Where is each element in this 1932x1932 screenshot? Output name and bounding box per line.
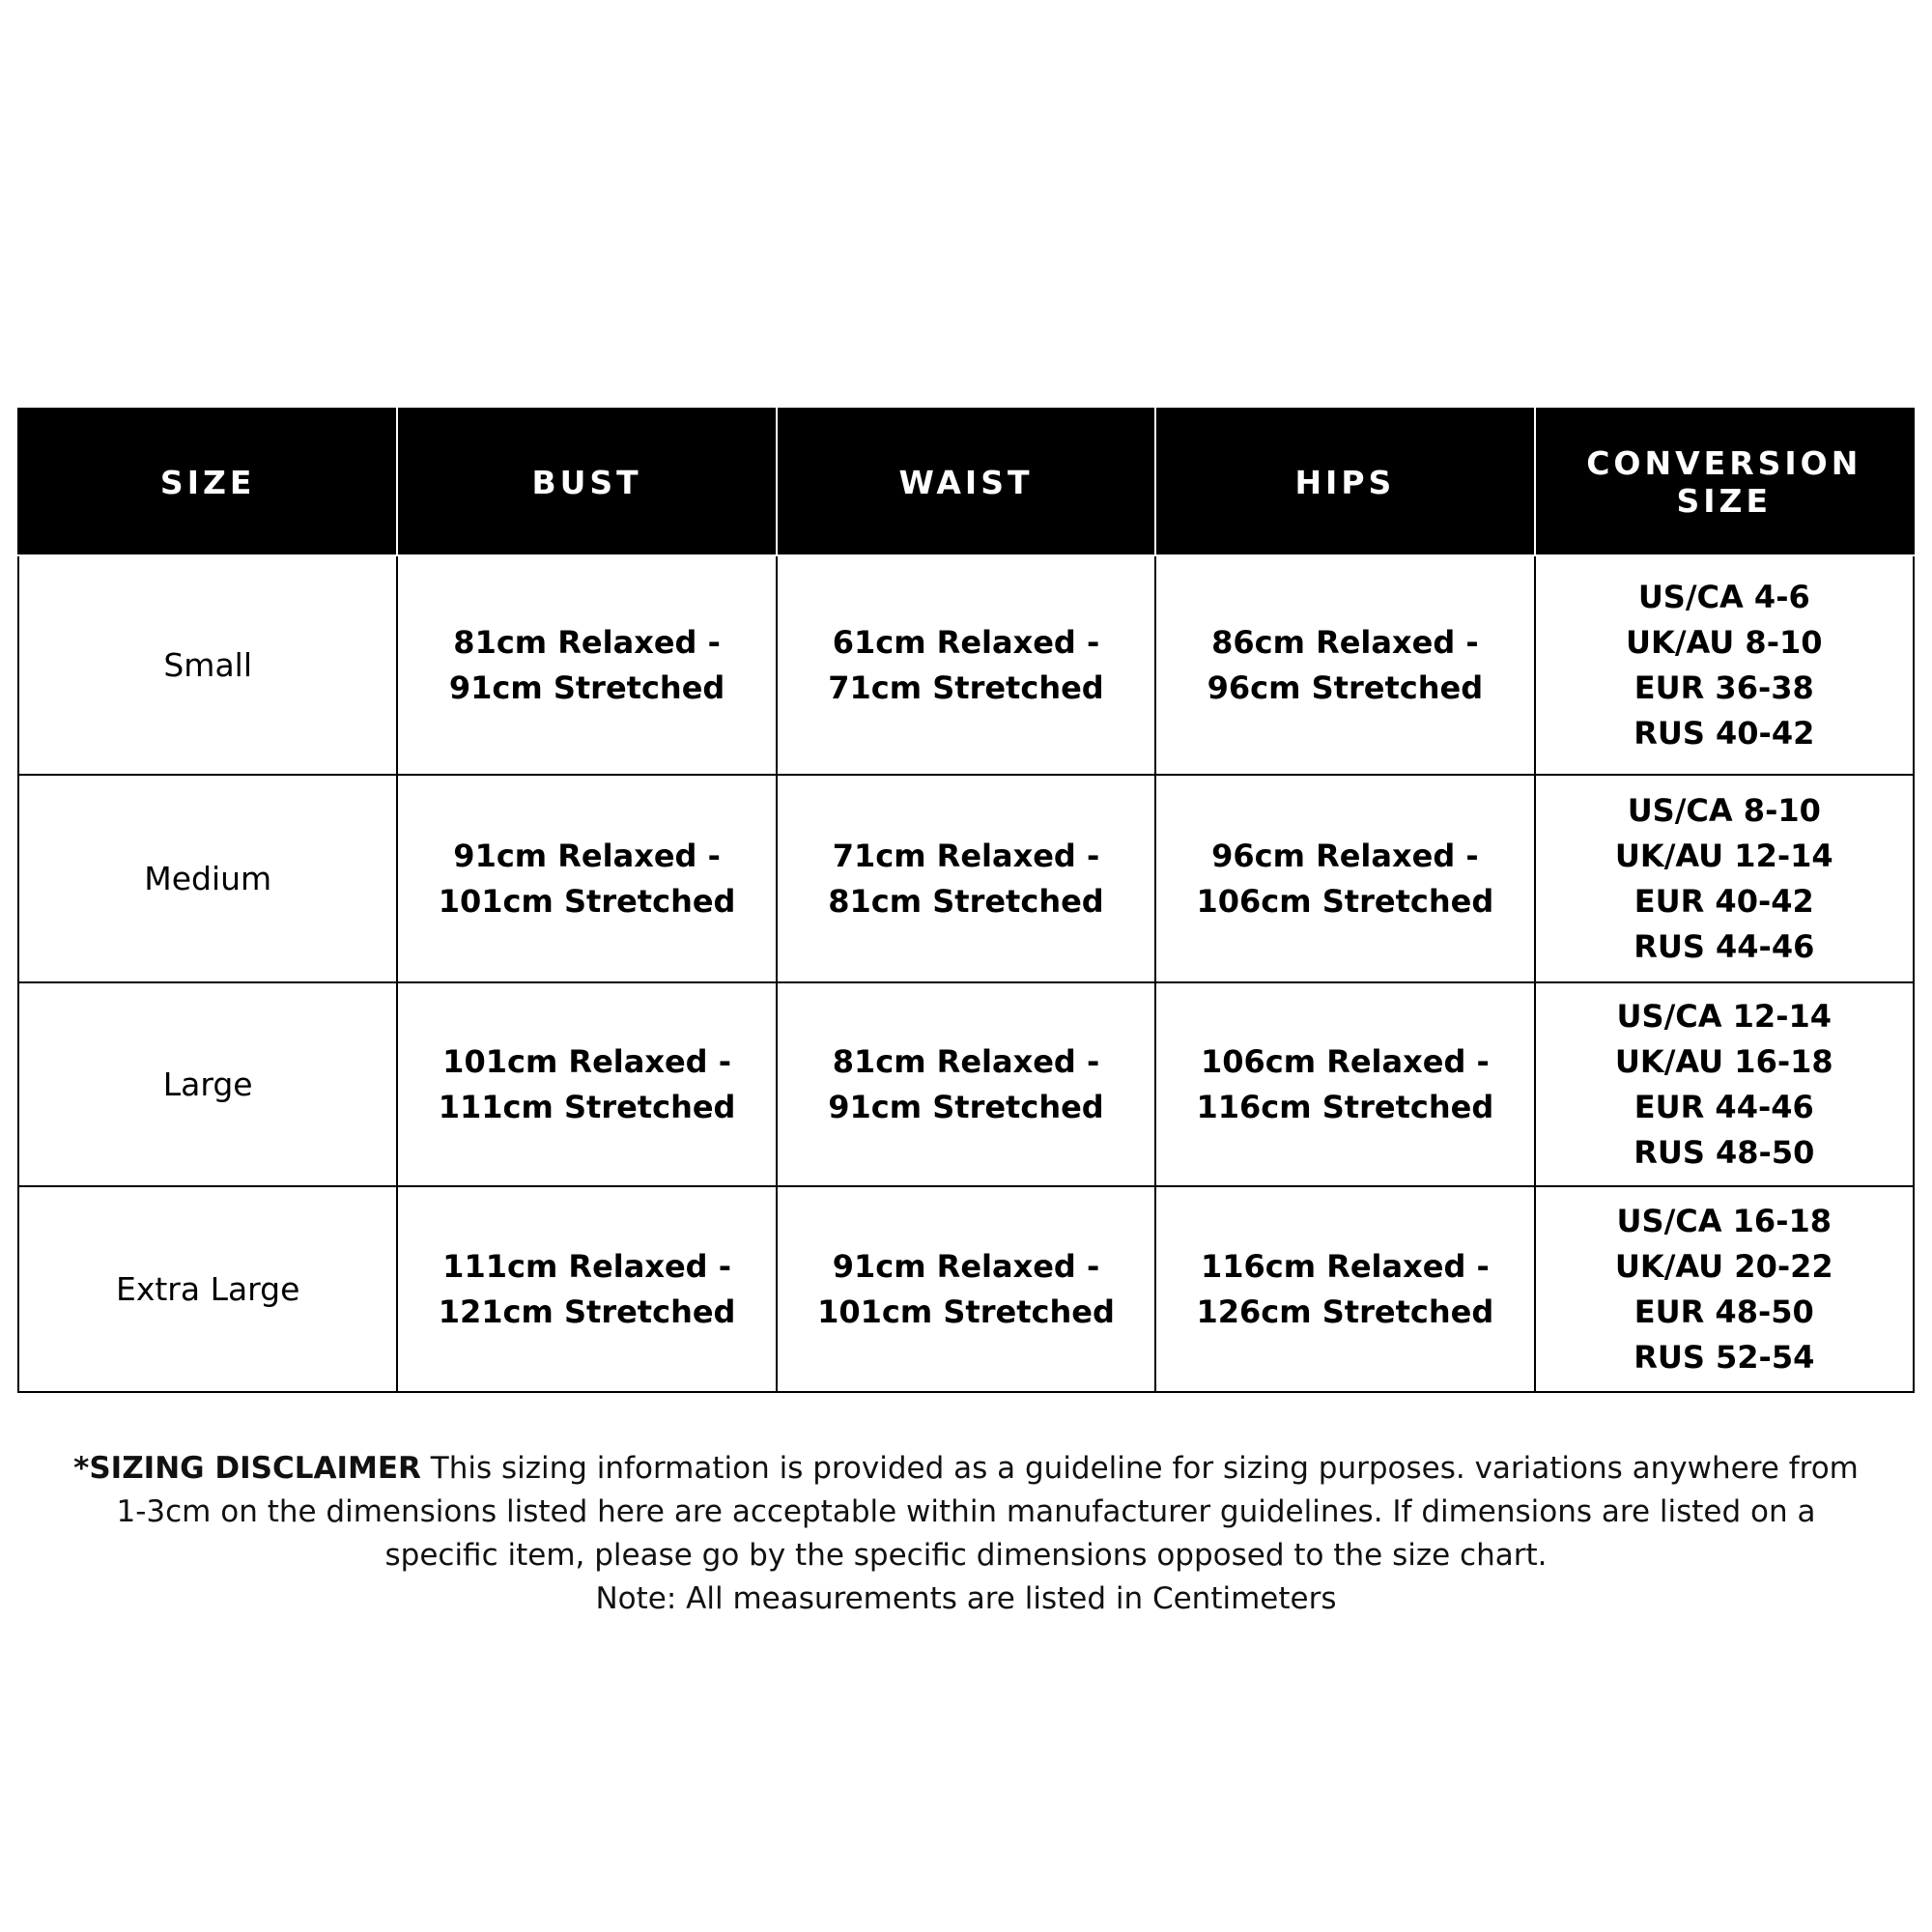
hips-relaxed: 86cm Relaxed - [1211,623,1479,661]
bust-cell [397,555,776,775]
bust-relaxed: 81cm Relaxed - [453,623,721,661]
waist-relaxed: 71cm Relaxed - [832,837,1100,874]
waist-stretched: 71cm Stretched [828,668,1104,706]
conversion-us-ca: US/CA 4-6 [1637,578,1810,615]
sizing-disclaimer [58,1447,1874,1621]
conversion-eur: EUR 48-50 [1634,1293,1814,1330]
conversion-cell [1535,555,1914,775]
conversion-uk-au: UK/AU 8-10 [1626,623,1823,661]
size-cell: Extra Large [18,1186,397,1392]
waist-stretched: 91cm Stretched [828,1088,1104,1125]
size-cell: Small [18,555,397,775]
waist-cell [777,555,1155,775]
hips-cell [1155,1186,1534,1392]
hips-stretched: 96cm Stretched [1207,668,1484,706]
disclaimer-label: *SIZING DISCLAIMER [73,1451,421,1486]
waist-cell [777,775,1155,982]
bust-relaxed: 101cm Relaxed - [442,1042,731,1080]
waist-stretched: 101cm Stretched [817,1293,1115,1330]
bust-stretched: 91cm Stretched [448,668,725,706]
conversion-eur: EUR 44-46 [1634,1088,1814,1125]
bust-cell [397,775,776,982]
conversion-rus: RUS 40-42 [1634,714,1815,752]
bust-stretched: 111cm Stretched [438,1088,736,1125]
conversion-us-ca: US/CA 8-10 [1627,791,1821,829]
table-row [18,555,1914,775]
conversion-uk-au: UK/AU 16-18 [1614,1042,1833,1080]
waist-relaxed: 61cm Relaxed - [832,623,1100,661]
size-cell: Medium [18,775,397,982]
bust-cell [397,1186,776,1392]
conversion-uk-au: UK/AU 20-22 [1614,1247,1833,1285]
waist-relaxed: 91cm Relaxed - [832,1247,1100,1285]
hips-relaxed: 106cm Relaxed - [1200,1042,1490,1080]
header-hips: HIPS [1155,409,1534,555]
hips-cell [1155,982,1534,1186]
hips-stretched: 106cm Stretched [1196,882,1494,920]
hips-relaxed: 96cm Relaxed - [1211,837,1479,874]
conversion-uk-au: UK/AU 12-14 [1614,837,1833,874]
header-row [18,409,1914,555]
conversion-cell [1535,1186,1914,1392]
hips-cell [1155,555,1534,775]
waist-relaxed: 81cm Relaxed - [832,1042,1100,1080]
conversion-eur: EUR 40-42 [1634,882,1814,920]
hips-stretched: 126cm Stretched [1196,1293,1494,1330]
table-row [18,982,1914,1186]
bust-stretched: 101cm Stretched [438,882,736,920]
hips-stretched: 116cm Stretched [1196,1088,1494,1125]
conversion-us-ca: US/CA 16-18 [1616,1202,1832,1239]
waist-cell [777,1186,1155,1392]
header-size: SIZE [18,409,397,555]
bust-cell [397,982,776,1186]
size-cell: Large [18,982,397,1186]
bust-relaxed: 111cm Relaxed - [442,1247,731,1285]
header-conversion-size: CONVERSION SIZE [1535,409,1914,555]
hips-cell [1155,775,1534,982]
disclaimer-text: This sizing information is provided as a guideline for sizing purposes. variations anywhere from 1-3cm on the dimensions listed here are acceptable within manufacturer guidelines. If dimensions are listed on a specific item, please go by the specific dimensions opposed to the size chart. [116,1451,1859,1573]
disclaimer-paragraph [58,1447,1874,1577]
table-row [18,1186,1914,1392]
conversion-cell [1535,982,1914,1186]
conversion-rus: RUS 52-54 [1634,1338,1815,1376]
size-chart-table [17,408,1915,1393]
bust-stretched: 121cm Stretched [438,1293,736,1330]
conversion-rus: RUS 44-46 [1634,927,1815,965]
header-waist: WAIST [777,409,1155,555]
conversion-us-ca: US/CA 12-14 [1616,997,1832,1035]
conversion-eur: EUR 36-38 [1634,668,1814,706]
waist-cell [777,982,1155,1186]
table-row [18,775,1914,982]
measurement-note: Note: All measurements are listed in Centimeters [595,1581,1337,1616]
conversion-rus: RUS 48-50 [1634,1133,1815,1171]
hips-relaxed: 116cm Relaxed - [1200,1247,1490,1285]
bust-relaxed: 91cm Relaxed - [453,837,721,874]
conversion-cell [1535,775,1914,982]
waist-stretched: 81cm Stretched [828,882,1104,920]
header-bust: BUST [397,409,776,555]
